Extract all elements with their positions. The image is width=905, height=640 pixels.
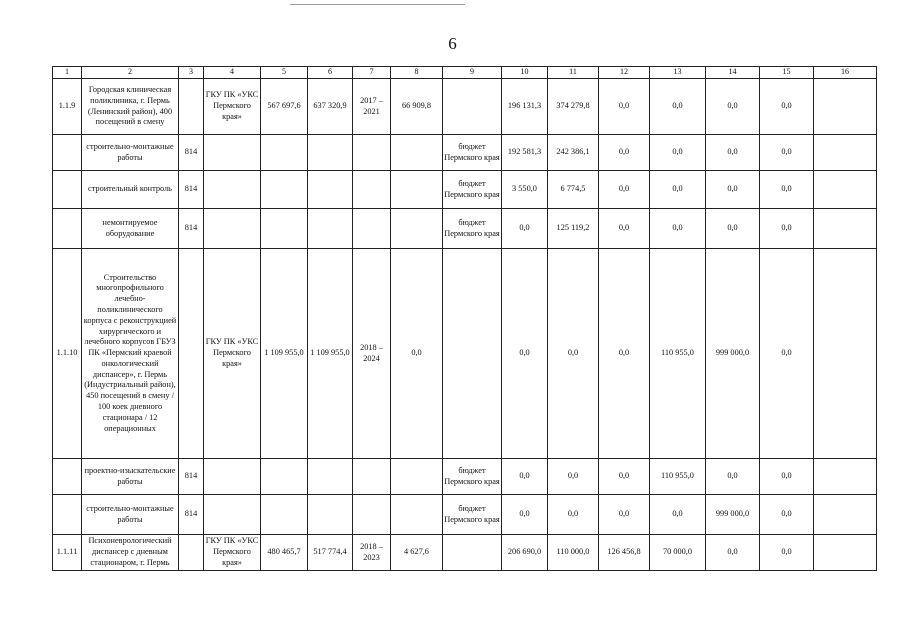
header-cell: 14 bbox=[706, 67, 760, 79]
year-value-cell: 0,0 bbox=[599, 209, 650, 249]
cost-cell bbox=[308, 135, 353, 171]
cost-cell bbox=[261, 459, 308, 495]
row-number-cell: 1.1.10 bbox=[53, 249, 82, 459]
period-cell bbox=[353, 459, 391, 495]
code-cell: 814 bbox=[179, 495, 204, 535]
row-number-cell bbox=[53, 135, 82, 171]
object-name-cell: Строительство многопрофильного лечебно-поликлинического корпуса с реконструкцией хирургического и лечебного корпусов ГБУЗ ПК «Пермский краевой онкологический диспансер», г. Пермь (Индустриальный район), 450 посещений в смену / 100 коек дневного стационара / 12 операционных bbox=[82, 249, 179, 459]
value-cell: 4 627,6 bbox=[391, 535, 443, 571]
value-cell bbox=[391, 495, 443, 535]
cost-cell: 1 109 955,0 bbox=[261, 249, 308, 459]
empty-cell bbox=[814, 135, 877, 171]
page-number: 6 bbox=[448, 34, 457, 53]
table-row bbox=[53, 459, 877, 495]
year-value-cell: 999 000,0 bbox=[706, 495, 760, 535]
header-cell: 6 bbox=[308, 67, 353, 79]
year-value-cell: 0,0 bbox=[548, 495, 599, 535]
header-cell: 4 bbox=[204, 67, 261, 79]
empty-cell bbox=[814, 495, 877, 535]
customer-cell bbox=[204, 171, 261, 209]
year-value-cell: 0,0 bbox=[706, 535, 760, 571]
funding-source-cell: бюджет Пермского края bbox=[443, 459, 502, 495]
customer-cell: ГКУ ПК «УКС Пермского края» bbox=[204, 535, 261, 571]
code-cell: 814 bbox=[179, 171, 204, 209]
header-cell: 12 bbox=[599, 67, 650, 79]
period-cell: 2018 – 2023 bbox=[353, 535, 391, 571]
header-cell: 11 bbox=[548, 67, 599, 79]
funding-source-cell: бюджет Пермского края bbox=[443, 209, 502, 249]
year-value-cell: 110 000,0 bbox=[548, 535, 599, 571]
year-value-cell: 0,0 bbox=[650, 209, 706, 249]
cost-cell bbox=[261, 209, 308, 249]
code-cell: 814 bbox=[179, 459, 204, 495]
year-value-cell: 0,0 bbox=[760, 249, 814, 459]
cost-cell bbox=[308, 495, 353, 535]
value-cell bbox=[391, 209, 443, 249]
year-value-cell: 70 000,0 bbox=[650, 535, 706, 571]
column-number-row bbox=[53, 67, 877, 79]
period-cell bbox=[353, 209, 391, 249]
year-value-cell: 0,0 bbox=[760, 209, 814, 249]
year-value-cell: 0,0 bbox=[599, 79, 650, 135]
code-cell bbox=[179, 79, 204, 135]
year-value-cell: 206 690,0 bbox=[502, 535, 548, 571]
cost-cell bbox=[261, 495, 308, 535]
year-value-cell: 374 279,8 bbox=[548, 79, 599, 135]
year-value-cell: 0,0 bbox=[706, 459, 760, 495]
funding-source-cell bbox=[443, 79, 502, 135]
header-cell: 13 bbox=[650, 67, 706, 79]
year-value-cell: 0,0 bbox=[760, 495, 814, 535]
value-cell: 66 909,8 bbox=[391, 79, 443, 135]
table-body bbox=[53, 67, 877, 571]
period-cell: 2017 – 2021 bbox=[353, 79, 391, 135]
object-name-cell: строительно-монтажные работы bbox=[82, 135, 179, 171]
year-value-cell: 0,0 bbox=[502, 495, 548, 535]
row-number-cell bbox=[53, 459, 82, 495]
year-value-cell: 0,0 bbox=[760, 171, 814, 209]
period-cell: 2018 – 2024 bbox=[353, 249, 391, 459]
cost-cell: 480 465,7 bbox=[261, 535, 308, 571]
header-cell: 3 bbox=[179, 67, 204, 79]
cost-cell: 567 697,6 bbox=[261, 79, 308, 135]
year-value-cell: 0,0 bbox=[599, 495, 650, 535]
object-name-cell: Психоневрологический диспансер с дневным стационаром, г. Пермь bbox=[82, 535, 179, 571]
period-cell bbox=[353, 135, 391, 171]
period-cell bbox=[353, 495, 391, 535]
year-value-cell: 3 550,0 bbox=[502, 171, 548, 209]
year-value-cell: 0,0 bbox=[650, 79, 706, 135]
year-value-cell: 0,0 bbox=[599, 171, 650, 209]
header-cell: 5 bbox=[261, 67, 308, 79]
year-value-cell: 0,0 bbox=[706, 171, 760, 209]
year-value-cell: 0,0 bbox=[599, 249, 650, 459]
cost-cell bbox=[261, 135, 308, 171]
cost-cell: 637 320,9 bbox=[308, 79, 353, 135]
year-value-cell: 242 386,1 bbox=[548, 135, 599, 171]
customer-cell: ГКУ ПК «УКС Пермского края» bbox=[204, 249, 261, 459]
year-value-cell: 110 955,0 bbox=[650, 459, 706, 495]
customer-cell: ГКУ ПК «УКС Пермского края» bbox=[204, 79, 261, 135]
table-row bbox=[53, 535, 877, 571]
object-name-cell: проектно-изыскательские работы bbox=[82, 459, 179, 495]
funding-source-cell: бюджет Пермского края bbox=[443, 171, 502, 209]
object-name-cell: немонтируемое оборудование bbox=[82, 209, 179, 249]
object-name-cell: строительный контроль bbox=[82, 171, 179, 209]
year-value-cell: 0,0 bbox=[760, 135, 814, 171]
program-table bbox=[52, 66, 877, 571]
cost-cell: 517 774,4 bbox=[308, 535, 353, 571]
row-number-cell bbox=[53, 495, 82, 535]
empty-cell bbox=[814, 459, 877, 495]
row-number-cell: 1.1.9 bbox=[53, 79, 82, 135]
value-cell: 0,0 bbox=[391, 249, 443, 459]
cost-cell bbox=[308, 171, 353, 209]
year-value-cell: 0,0 bbox=[548, 459, 599, 495]
row-number-cell bbox=[53, 209, 82, 249]
empty-cell bbox=[814, 209, 877, 249]
funding-source-cell: бюджет Пермского края bbox=[443, 135, 502, 171]
year-value-cell: 125 119,2 bbox=[548, 209, 599, 249]
year-value-cell: 6 774,5 bbox=[548, 171, 599, 209]
header-cell: 8 bbox=[391, 67, 443, 79]
year-value-cell: 0,0 bbox=[599, 459, 650, 495]
funding-source-cell: бюджет Пермского края bbox=[443, 495, 502, 535]
object-name-cell: строительно-монтажные работы bbox=[82, 495, 179, 535]
year-value-cell: 0,0 bbox=[650, 135, 706, 171]
code-cell: 814 bbox=[179, 209, 204, 249]
cost-cell: 1 109 955,0 bbox=[308, 249, 353, 459]
year-value-cell: 999 000,0 bbox=[706, 249, 760, 459]
value-cell bbox=[391, 171, 443, 209]
table-row bbox=[53, 79, 877, 135]
header-cell: 7 bbox=[353, 67, 391, 79]
customer-cell bbox=[204, 135, 261, 171]
cost-cell bbox=[261, 171, 308, 209]
code-cell bbox=[179, 535, 204, 571]
year-value-cell: 0,0 bbox=[599, 135, 650, 171]
value-cell bbox=[391, 135, 443, 171]
value-cell bbox=[391, 459, 443, 495]
year-value-cell: 196 131,3 bbox=[502, 79, 548, 135]
funding-source-cell bbox=[443, 249, 502, 459]
cost-cell bbox=[308, 209, 353, 249]
table-row bbox=[53, 249, 877, 459]
row-number-cell bbox=[53, 171, 82, 209]
funding-source-cell bbox=[443, 535, 502, 571]
customer-cell bbox=[204, 209, 261, 249]
year-value-cell: 0,0 bbox=[760, 459, 814, 495]
year-value-cell: 0,0 bbox=[650, 495, 706, 535]
year-value-cell: 126 456,8 bbox=[599, 535, 650, 571]
year-value-cell: 0,0 bbox=[548, 249, 599, 459]
top-rule bbox=[290, 4, 465, 5]
header-cell: 10 bbox=[502, 67, 548, 79]
table-row bbox=[53, 135, 877, 171]
header-cell: 15 bbox=[760, 67, 814, 79]
customer-cell bbox=[204, 495, 261, 535]
empty-cell bbox=[814, 171, 877, 209]
table-row bbox=[53, 171, 877, 209]
year-value-cell: 0,0 bbox=[502, 209, 548, 249]
year-value-cell: 0,0 bbox=[502, 459, 548, 495]
year-value-cell: 0,0 bbox=[650, 171, 706, 209]
year-value-cell: 0,0 bbox=[706, 79, 760, 135]
code-cell: 814 bbox=[179, 135, 204, 171]
header-cell: 16 bbox=[814, 67, 877, 79]
customer-cell bbox=[204, 459, 261, 495]
year-value-cell: 0,0 bbox=[706, 135, 760, 171]
cost-cell bbox=[308, 459, 353, 495]
year-value-cell: 110 955,0 bbox=[650, 249, 706, 459]
year-value-cell: 0,0 bbox=[502, 249, 548, 459]
year-value-cell: 0,0 bbox=[706, 209, 760, 249]
empty-cell bbox=[814, 535, 877, 571]
table-row bbox=[53, 209, 877, 249]
header-cell: 1 bbox=[53, 67, 82, 79]
object-name-cell: Городская клиническая поликлиника, г. Пермь (Ленинский район), 400 посещений в смену bbox=[82, 79, 179, 135]
year-value-cell: 0,0 bbox=[760, 535, 814, 571]
header-cell: 9 bbox=[443, 67, 502, 79]
period-cell bbox=[353, 171, 391, 209]
table-row bbox=[53, 495, 877, 535]
empty-cell bbox=[814, 249, 877, 459]
row-number-cell: 1.1.11 bbox=[53, 535, 82, 571]
code-cell bbox=[179, 249, 204, 459]
empty-cell bbox=[814, 79, 877, 135]
year-value-cell: 192 581,3 bbox=[502, 135, 548, 171]
year-value-cell: 0,0 bbox=[760, 79, 814, 135]
header-cell: 2 bbox=[82, 67, 179, 79]
